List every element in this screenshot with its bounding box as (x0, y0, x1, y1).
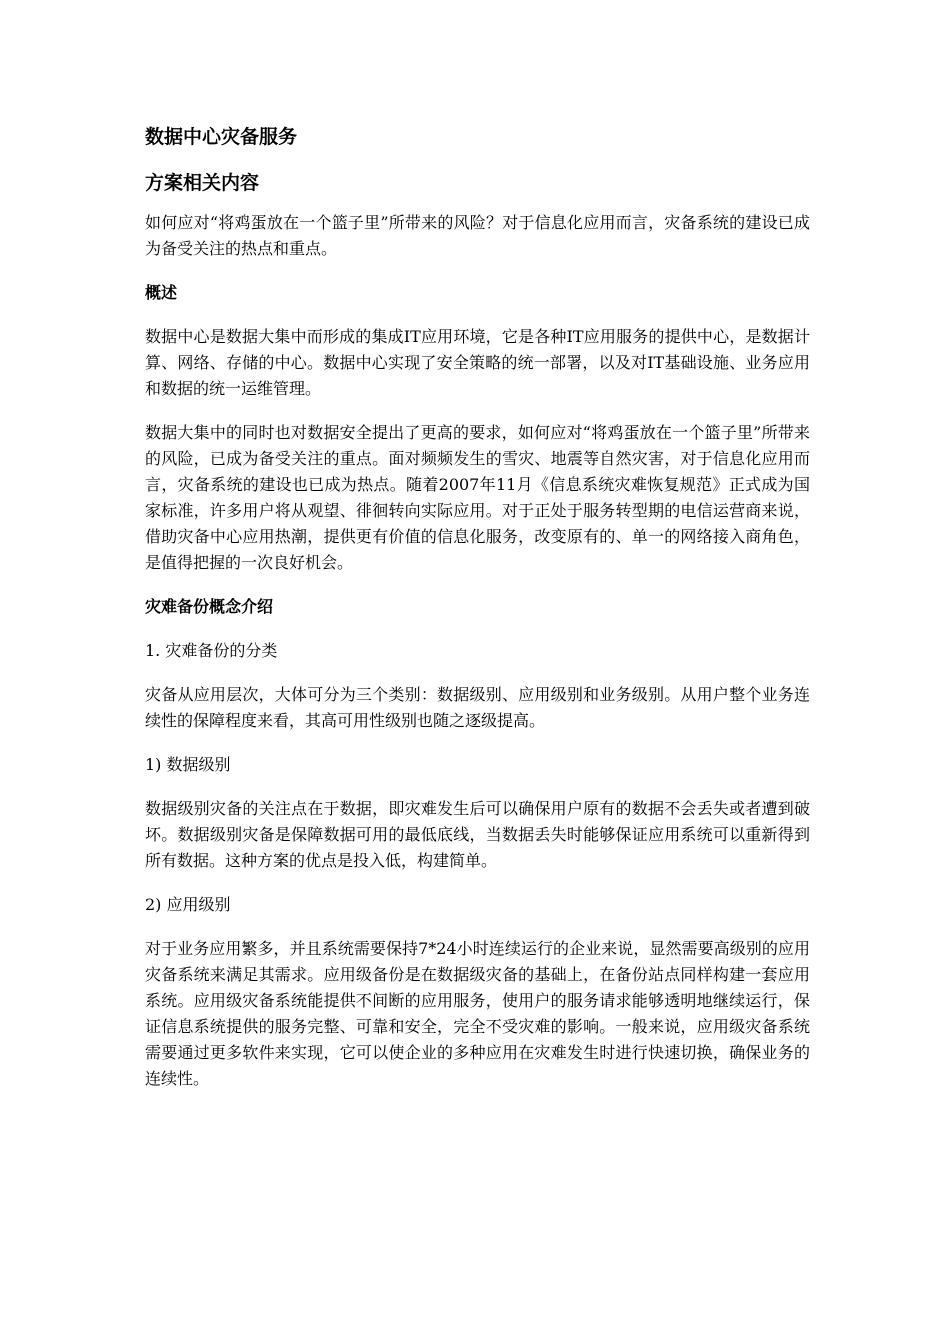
section-1-paragraph: 灾备从应用层次，大体可分为三个类别：数据级别、应用级别和业务级别。从用户整个业务连续性的保障程度来看，其高可用性级别也随之逐级提高。 (145, 685, 810, 730)
subsection-data-level-paragraph: 数据级别灾备的关注点在于数据，即灾难发生后可以确保用户原有的数据不会丢失或者遭到破坏。数据级别灾备是保障数据可用的最低底线，当数据丢失时能够保证应用系统可以重新得到所有数据。这种方案的优点是投入低，构建简单。 (145, 799, 810, 870)
concept-heading: 灾难备份概念介绍 (145, 597, 274, 616)
subsection-data-level-heading: 1) 数据级别 (145, 755, 231, 774)
overview-heading: 概述 (145, 283, 178, 302)
section-1-heading: 1. 灾难备份的分类 (145, 641, 278, 660)
intro-paragraph: 如何应对“将鸡蛋放在一个篮子里”所带来的风险？对于信息化应用而言，灾备系统的建设已成为备受关注的热点和重点。 (145, 213, 810, 258)
subsection-app-level-paragraph: 对于业务应用繁多，并且系统需要保持7*24小时连续运行的企业来说，显然需要高级别的应用灾备系统来满足其需求。应用级备份是在数据级灾备的基础上，在备份站点同样构建一套应用系统。应用级灾备系统能提供不间断的应用服务，使用户的服务请求能够透明地继续运行，保证信息系统提供的服务完整、可靠和安全，完全不受灾难的影响。一般来说，应用级灾备系统需要通过更多软件来实现，它可以使企业的多种应用在灾难发生时进行快速切换，确保业务的连续性。 (145, 939, 810, 1088)
document-subtitle: 方案相关内容 (145, 172, 260, 194)
document-title: 数据中心灾备服务 (145, 126, 298, 148)
subsection-app-level-heading: 2) 应用级别 (145, 895, 231, 914)
overview-paragraph-1: 数据中心是数据大集中而形成的集成IT应用环境，它是各种IT应用服务的提供中心，是数据计算、网络、存储的中心。数据中心实现了安全策略的统一部署，以及对IT基础设施、业务应用和数据的统一运维管理。 (145, 327, 810, 398)
overview-paragraph-2: 数据大集中的同时也对数据安全提出了更高的要求，如何应对“将鸡蛋放在一个篮子里”所带来的风险，已成为备受关注的重点。面对频频发生的雪灾、地震等自然灾害，对于信息化应用而言，灾备系统的建设也已成为热点。随着2007年11月《信息系统灾难恢复规范》正式成为国家标准，许多用户将从观望、徘徊转向实际应用。对于正处于服务转型期的电信运营商来说，借助灾备中心应用热潮，提供更有价值的信息化服务，改变原有的、单一的网络接入商角色，是值得把握的一次良好机会。 (145, 423, 810, 572)
document-page (145, 122, 810, 1110)
